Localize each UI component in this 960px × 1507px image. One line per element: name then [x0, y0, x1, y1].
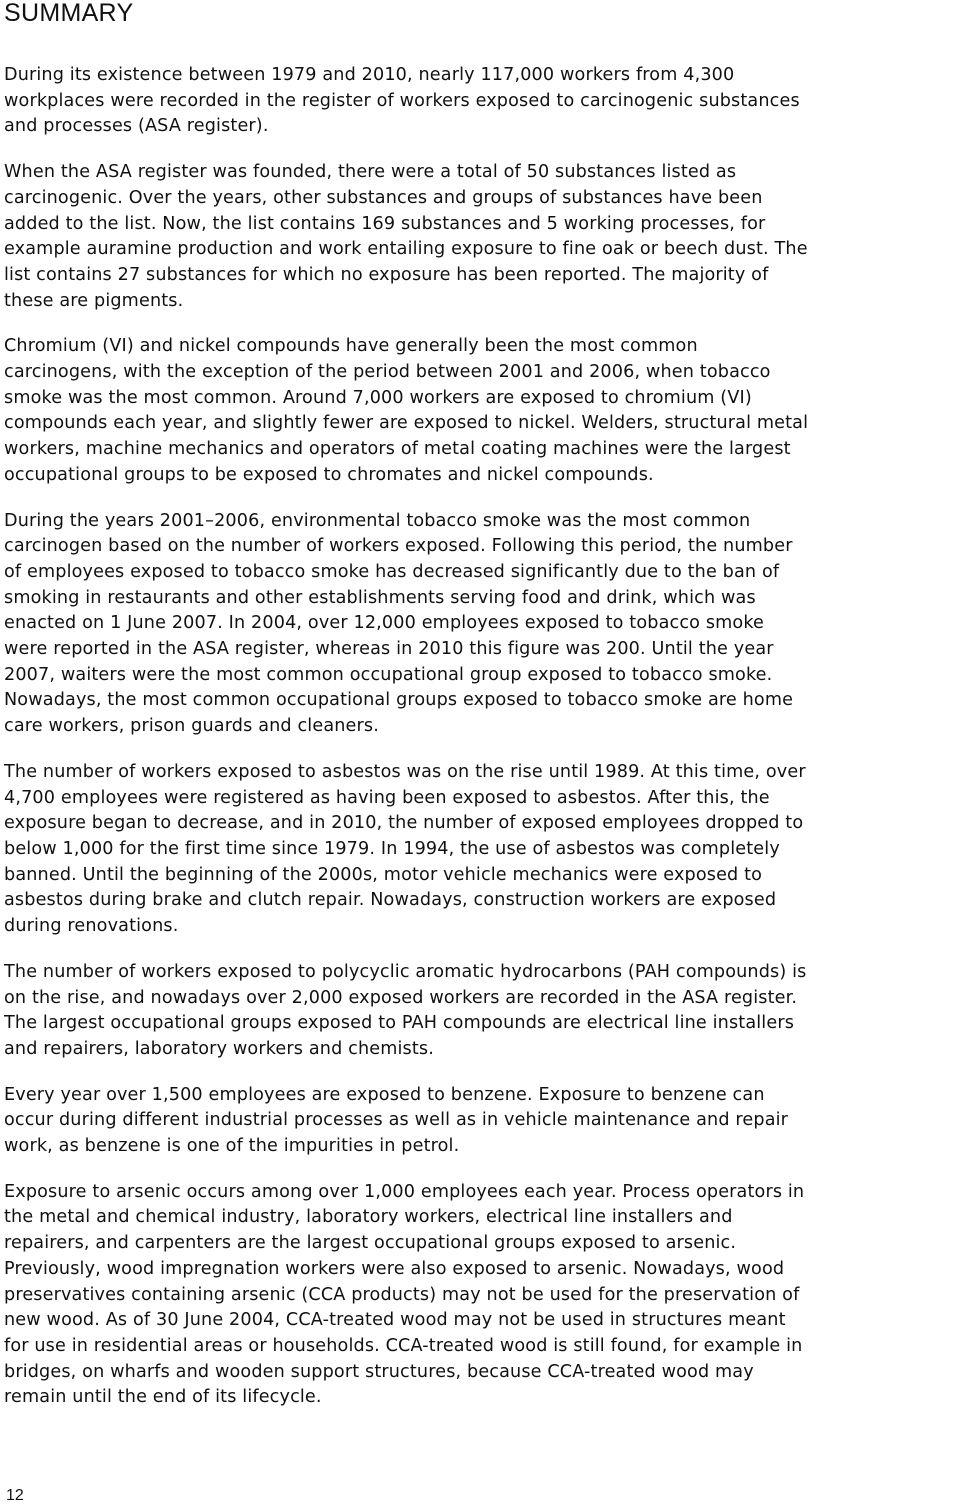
paragraph-line: smoke was the most common. Around 7,000 workers are exposed to chromium (VI)	[4, 387, 752, 408]
paragraph-line: preservatives containing arsenic (CCA products) may not be used for the preservation of	[4, 1284, 800, 1305]
paragraph-line: repairers, and carpenters are the largest occupational groups exposed to arsenic.	[4, 1233, 737, 1254]
paragraph-line: The number of workers exposed to asbestos was on the rise until 1989. At this time, over	[4, 761, 806, 782]
summary-paragraph	[4, 760, 958, 940]
paragraph-line: enacted on 1 June 2007. In 2004, over 12,000 employees exposed to tobacco smoke	[4, 613, 765, 634]
summary-paragraph	[4, 334, 958, 488]
paragraph-line: banned. Until the beginning of the 2000s, motor vehicle mechanics were exposed to	[4, 864, 763, 885]
paragraph-line: 4,700 employees were registered as having been exposed to asbestos. After this, the	[4, 787, 770, 808]
paragraph-line: The largest occupational groups exposed to PAH compounds are electrical line installers	[4, 1013, 795, 1034]
summary-paragraph	[4, 960, 958, 1063]
summary-paragraph	[4, 1180, 958, 1411]
paragraph-line: The number of workers exposed to polycyclic aromatic hydrocarbons (PAH compounds) is	[4, 961, 807, 982]
paragraph-line: carcinogens, with the exception of the period between 2001 and 2006, when tobacco	[4, 362, 771, 383]
paragraph-line: care workers, prison guards and cleaners.	[4, 716, 379, 737]
paragraph-line: for use in residential areas or households. CCA-treated wood is still found, for example in	[4, 1335, 803, 1356]
paragraph-line: Exposure to arsenic occurs among over 1,000 employees each year. Process operators in	[4, 1181, 805, 1202]
paragraph-line: carcinogenic. Over the years, other substances and groups of substances have been	[4, 187, 763, 208]
paragraph-line: occur during different industrial processes as well as in vehicle maintenance and repair	[4, 1110, 789, 1131]
paragraph-line: Nowadays, the most common occupational groups exposed to tobacco smoke are home	[4, 690, 794, 711]
paragraph-line: 2007, waiters were the most common occupational group exposed to tobacco smoke.	[4, 664, 773, 685]
paragraph-line: workplaces were recorded in the register of workers exposed to carcinogenic substances	[4, 90, 800, 111]
summary-paragraph	[4, 160, 958, 314]
paragraph-line: workers, machine mechanics and operators of metal coating machines were the largest	[4, 439, 791, 460]
paragraph-line: occupational groups to be exposed to chromates and nickel compounds.	[4, 464, 654, 485]
paragraph-line: smoking in restaurants and other establishments serving food and drink, which was	[4, 587, 756, 608]
paragraph-line: these are pigments.	[4, 290, 184, 311]
paragraph-line: were reported in the ASA register, whereas in 2010 this figure was 200. Until the year	[4, 639, 774, 660]
paragraph-line: During its existence between 1979 and 2010, nearly 117,000 workers from 4,300	[4, 65, 735, 85]
paragraph-line: list contains 27 substances for which no exposure has been reported. The majority of	[4, 264, 769, 285]
summary-body	[4, 63, 958, 1431]
summary-paragraph	[4, 509, 958, 740]
page-number: 12	[6, 1487, 24, 1504]
paragraph-line: Chromium (VI) and nickel compounds have generally been the most common	[4, 336, 698, 357]
paragraph-line: Every year over 1,500 employees are exposed to benzene. Exposure to benzene can	[4, 1084, 765, 1105]
summary-paragraph	[4, 1083, 958, 1160]
paragraph-line: added to the list. Now, the list contains 169 substances and 5 working processes, for	[4, 213, 766, 234]
paragraph-line: compounds each year, and slightly fewer are exposed to nickel. Welders, structural metal	[4, 413, 809, 434]
paragraph-line: and repairers, laboratory workers and chemists.	[4, 1038, 434, 1059]
summary-paragraph	[4, 63, 958, 140]
paragraph-line: bridges, on wharfs and wooden support structures, because CCA-treated wood may	[4, 1361, 754, 1382]
paragraph-line: work, as benzene is one of the impurities in petrol.	[4, 1136, 460, 1157]
paragraph-line: When the ASA register was founded, there were a total of 50 substances listed as	[4, 162, 737, 183]
paragraph-line: remain until the end of its lifecycle.	[4, 1387, 322, 1408]
paragraph-line: the metal and chemical industry, laboratory workers, electrical line installers and	[4, 1207, 733, 1228]
paragraph-line: asbestos during brake and clutch repair. Nowadays, construction workers are exposed	[4, 890, 777, 911]
paragraph-line: of employees exposed to tobacco smoke has decreased significantly due to the ban of	[4, 561, 780, 582]
paragraph-line: during renovations.	[4, 916, 179, 937]
paragraph-line: on the rise, and nowadays over 2,000 exposed workers are recorded in the ASA register.	[4, 987, 798, 1008]
page-title: SUMMARY	[4, 0, 134, 27]
paragraph-line: new wood. As of 30 June 2004, CCA-treated wood may not be used in structures meant	[4, 1310, 786, 1331]
paragraph-line: example auramine production and work entailing exposure to fine oak or beech dust. The	[4, 239, 808, 260]
paragraph-line: Previously, wood impregnation workers were also exposed to arsenic. Nowadays, wood	[4, 1258, 785, 1279]
paragraph-line: exposure began to decrease, and in 2010, the number of exposed employees dropped to	[4, 813, 804, 834]
paragraph-line: During the years 2001–2006, environmental tobacco smoke was the most common	[4, 510, 751, 531]
paragraph-line: carcinogen based on the number of workers exposed. Following this period, the number	[4, 536, 793, 557]
paragraph-line: below 1,000 for the first time since 1979. In 1994, the use of asbestos was completely	[4, 838, 780, 859]
paragraph-line: and processes (ASA register).	[4, 116, 269, 137]
